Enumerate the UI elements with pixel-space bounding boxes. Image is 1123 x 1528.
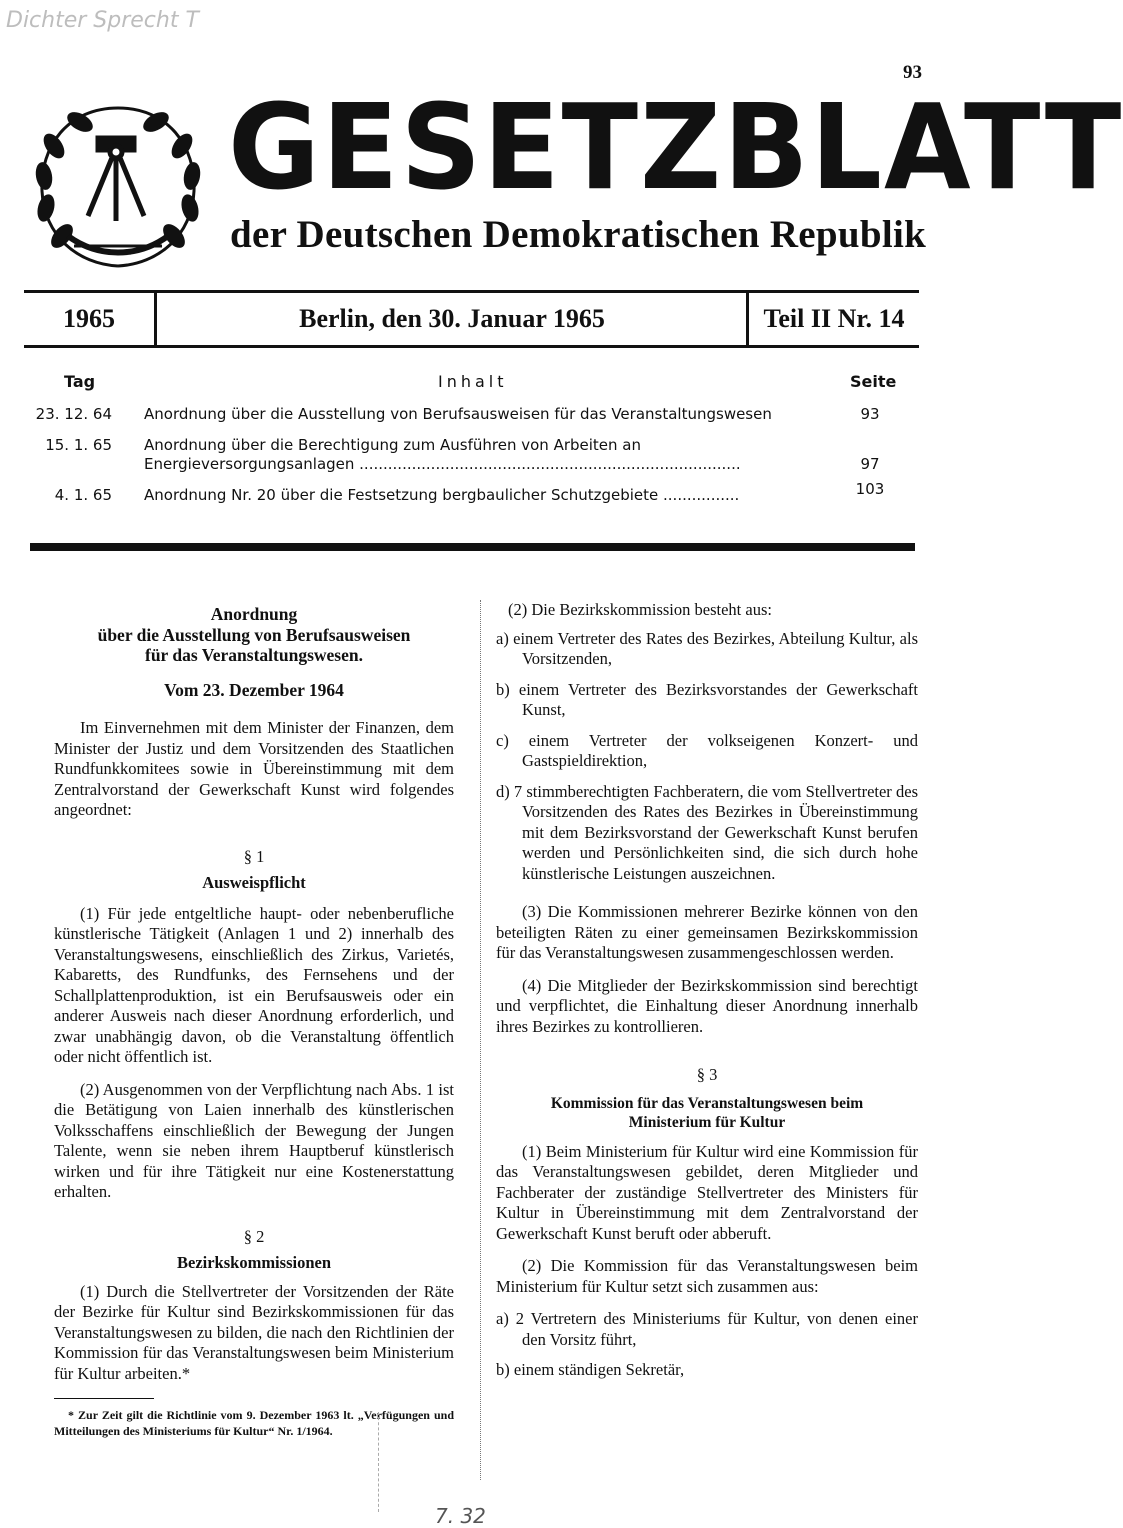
table-of-contents [30,405,900,517]
section-number: § 2 [243,1226,265,1246]
paragraph: (2) Die Kommission für das Veranstaltungswesen beim Ministerium für Kultur setzt sich zusammen aus: [496,1256,918,1296]
toc-date: 4. 1. 65 [54,486,112,504]
section-title: Ausweispflicht [202,873,306,892]
toc-header-seite: Seite [850,372,897,391]
issue-bar [24,290,919,348]
toc-title: Anordnung über die Berechtigung zum Ausführen von Arbeiten an Energieversorgungsanlagen ................................................................................ [144,436,741,473]
heading-line: für das Veranstaltungswesen. [145,645,363,665]
paragraph: (1) Beim Ministerium für Kultur wird eine Kommission für das Veranstaltungswesen gebildet, deren Mitglieder und Fachberater der zuständige Stellvertreter des Ministers für Kultur in Übereinstimmung mit dem Zentralvorstand der Gewerkschaft Kunst beruft oder abberuft. [496,1141,918,1243]
section-number: § 3 [696,1065,718,1084]
column-divider [480,600,482,1480]
list-item: d) 7 stimmberechtigten Fachberatern, die vom Stellvertreter des Vorsitzenden des Rates des Bezirkes in Übereinstimmung mit dem Bezirksvorstand der Gewerkschaft Kunst berufen werden und Persönlichkeiten sind, die sich durch hohe künstlerische Leistungen auszeichnen. [496,781,918,883]
footnote-rule [54,1398,154,1399]
list-item: b) einem Vertreter des Bezirksvorstandes der Gewerkschaft Kunst, [496,679,918,719]
toc-row [30,436,900,474]
paragraph: (1) Durch die Stellvertreter der Vorsitzenden der Räte der Bezirke für Kultur sind Bezirkskommissionen für das Veranstaltungswesen zu bilden, die nach den Richtlinien der Kommission für das Veranstaltungswesen beim Ministerium für Kultur arbeiten.* [54,1281,454,1383]
toc-title: Anordnung Nr. 20 über die Festsetzung bergbaulicher Schutzgebiete ................ [144,486,740,504]
section-number: § 1 [243,846,265,866]
masthead-subtitle: der Deutschen Demokratischen Republik [230,213,927,256]
faded-stamp [378,1412,629,1528]
section-title: Bezirkskommissionen [176,1253,331,1272]
page-number: 93 [903,62,922,83]
heading-line: Anordnung [210,604,298,624]
preamble: Im Einvernehmen mit dem Minister der Finanzen, dem Minister der Justiz und dem Vorsitzenden des Staatlichen Rundfunkkomitees sowie in Übereinstimmung mit dem Zentralvorstand der Gewerkschaft Kunst wird folgendes angeordnet: [54,718,454,819]
handwritten-annotation: Dichter Sprecht T [6,8,199,33]
toc-date: 23. 12. 64 [35,405,112,423]
toc-page: 93 [860,405,880,423]
toc-row [30,480,900,505]
section-divider [30,543,915,551]
list-item: b) einem ständigen Sekretär, [496,1360,685,1379]
toc-date: 15. 1. 65 [45,436,112,454]
toc-row [30,405,900,424]
gdr-state-emblem-icon [28,86,208,276]
issue-year: 1965 [63,304,115,333]
footnote: * Zur Zeit gilt die Richtlinie vom 9. Dezember 1963 lt. „Verfügungen und Mitteilungen des Ministeriums für Kultur“ Nr. 1/1964. [54,1408,454,1438]
list-item: a) einem Vertreter des Rates des Bezirkes, Abteilung Kultur, als Vorsitzenden, [496,628,918,668]
toc-header-inhalt: Inhalt [438,372,508,391]
left-column [54,604,454,1451]
toc-page: 97 [860,455,880,473]
list-item: a) 2 Vertretern des Ministeriums für Kultur, von denen einer den Vorsitz führt, [496,1309,918,1349]
paragraph: (1) Für jede entgeltliche haupt- oder nebenberufliche künstlerische Tätigkeit (Anlagen 1 und 2) innerhalb des Veranstaltungswesens, einschließlich des Zirkus, Varietés, Kabaretts, des Rundfunks, des Fernsehens und der Schallplattenproduktion, ist ein Berufsausweis oder ein anderer Ausweis nach dieser Anordnung erforderlich, und zwar unabhängig davon, ob die Veranstaltung öffentlich oder nicht öffentlich ist. [54,903,454,1066]
issue-place-date: Berlin, den 30. Januar 1965 [299,304,605,333]
list-item: c) einem Vertreter der volkseigenen Konzert- und Gastspieldirektion, [496,730,918,770]
paragraph: (3) Die Kommissionen mehrerer Bezirke können von den beteiligten Räten zu einer gemeinsamen Bezirkskommission für das Veranstaltungswesen zusammengeschlossen werden. [496,902,918,962]
section-title-line: Kommission für das Veranstaltungswesen beim [550,1094,864,1112]
toc-title: Anordnung über die Ausstellung von Berufsausweisen für das Veranstaltungswesen [144,405,772,423]
toc-header-tag: Tag [64,372,96,391]
paragraph: (4) Die Mitglieder der Bezirkskommission sind berechtigt und verpflichtet, die Einhaltung dieser Anordnung innerhalb ihres Bezirkes zu kontrollieren. [496,975,918,1036]
handwritten-number: 7. 32 [435,1504,486,1528]
section-title [496,1094,918,1132]
ordinance-heading [54,604,454,666]
right-column [496,600,918,1391]
section-title-line: Ministerium für Kultur [628,1113,786,1131]
heading-line: über die Ausstellung von Berufsausweisen [97,624,411,645]
paragraph: (2) Die Bezirkskommission besteht aus: [508,600,772,619]
issue-part-number: Teil II Nr. 14 [763,304,905,333]
paragraph: (2) Ausgenommen von der Verpflichtung nach Abs. 1 ist die Betätigung von Laien innerhalb des künstlerischen Volksschaffens einschließlich der Bewegung der Jungen Talente, wenn sie neben ihrem Hauptberuf künstlerisch wirken und für ihre Tätigkeit nur eine Kostenerstattung erhalten. [54,1079,454,1201]
toc-page: 103 [855,480,885,498]
masthead-title: GESETZBLATT [228,80,1123,217]
ordinance-date: Vom 23. Dezember 1964 [164,679,344,700]
